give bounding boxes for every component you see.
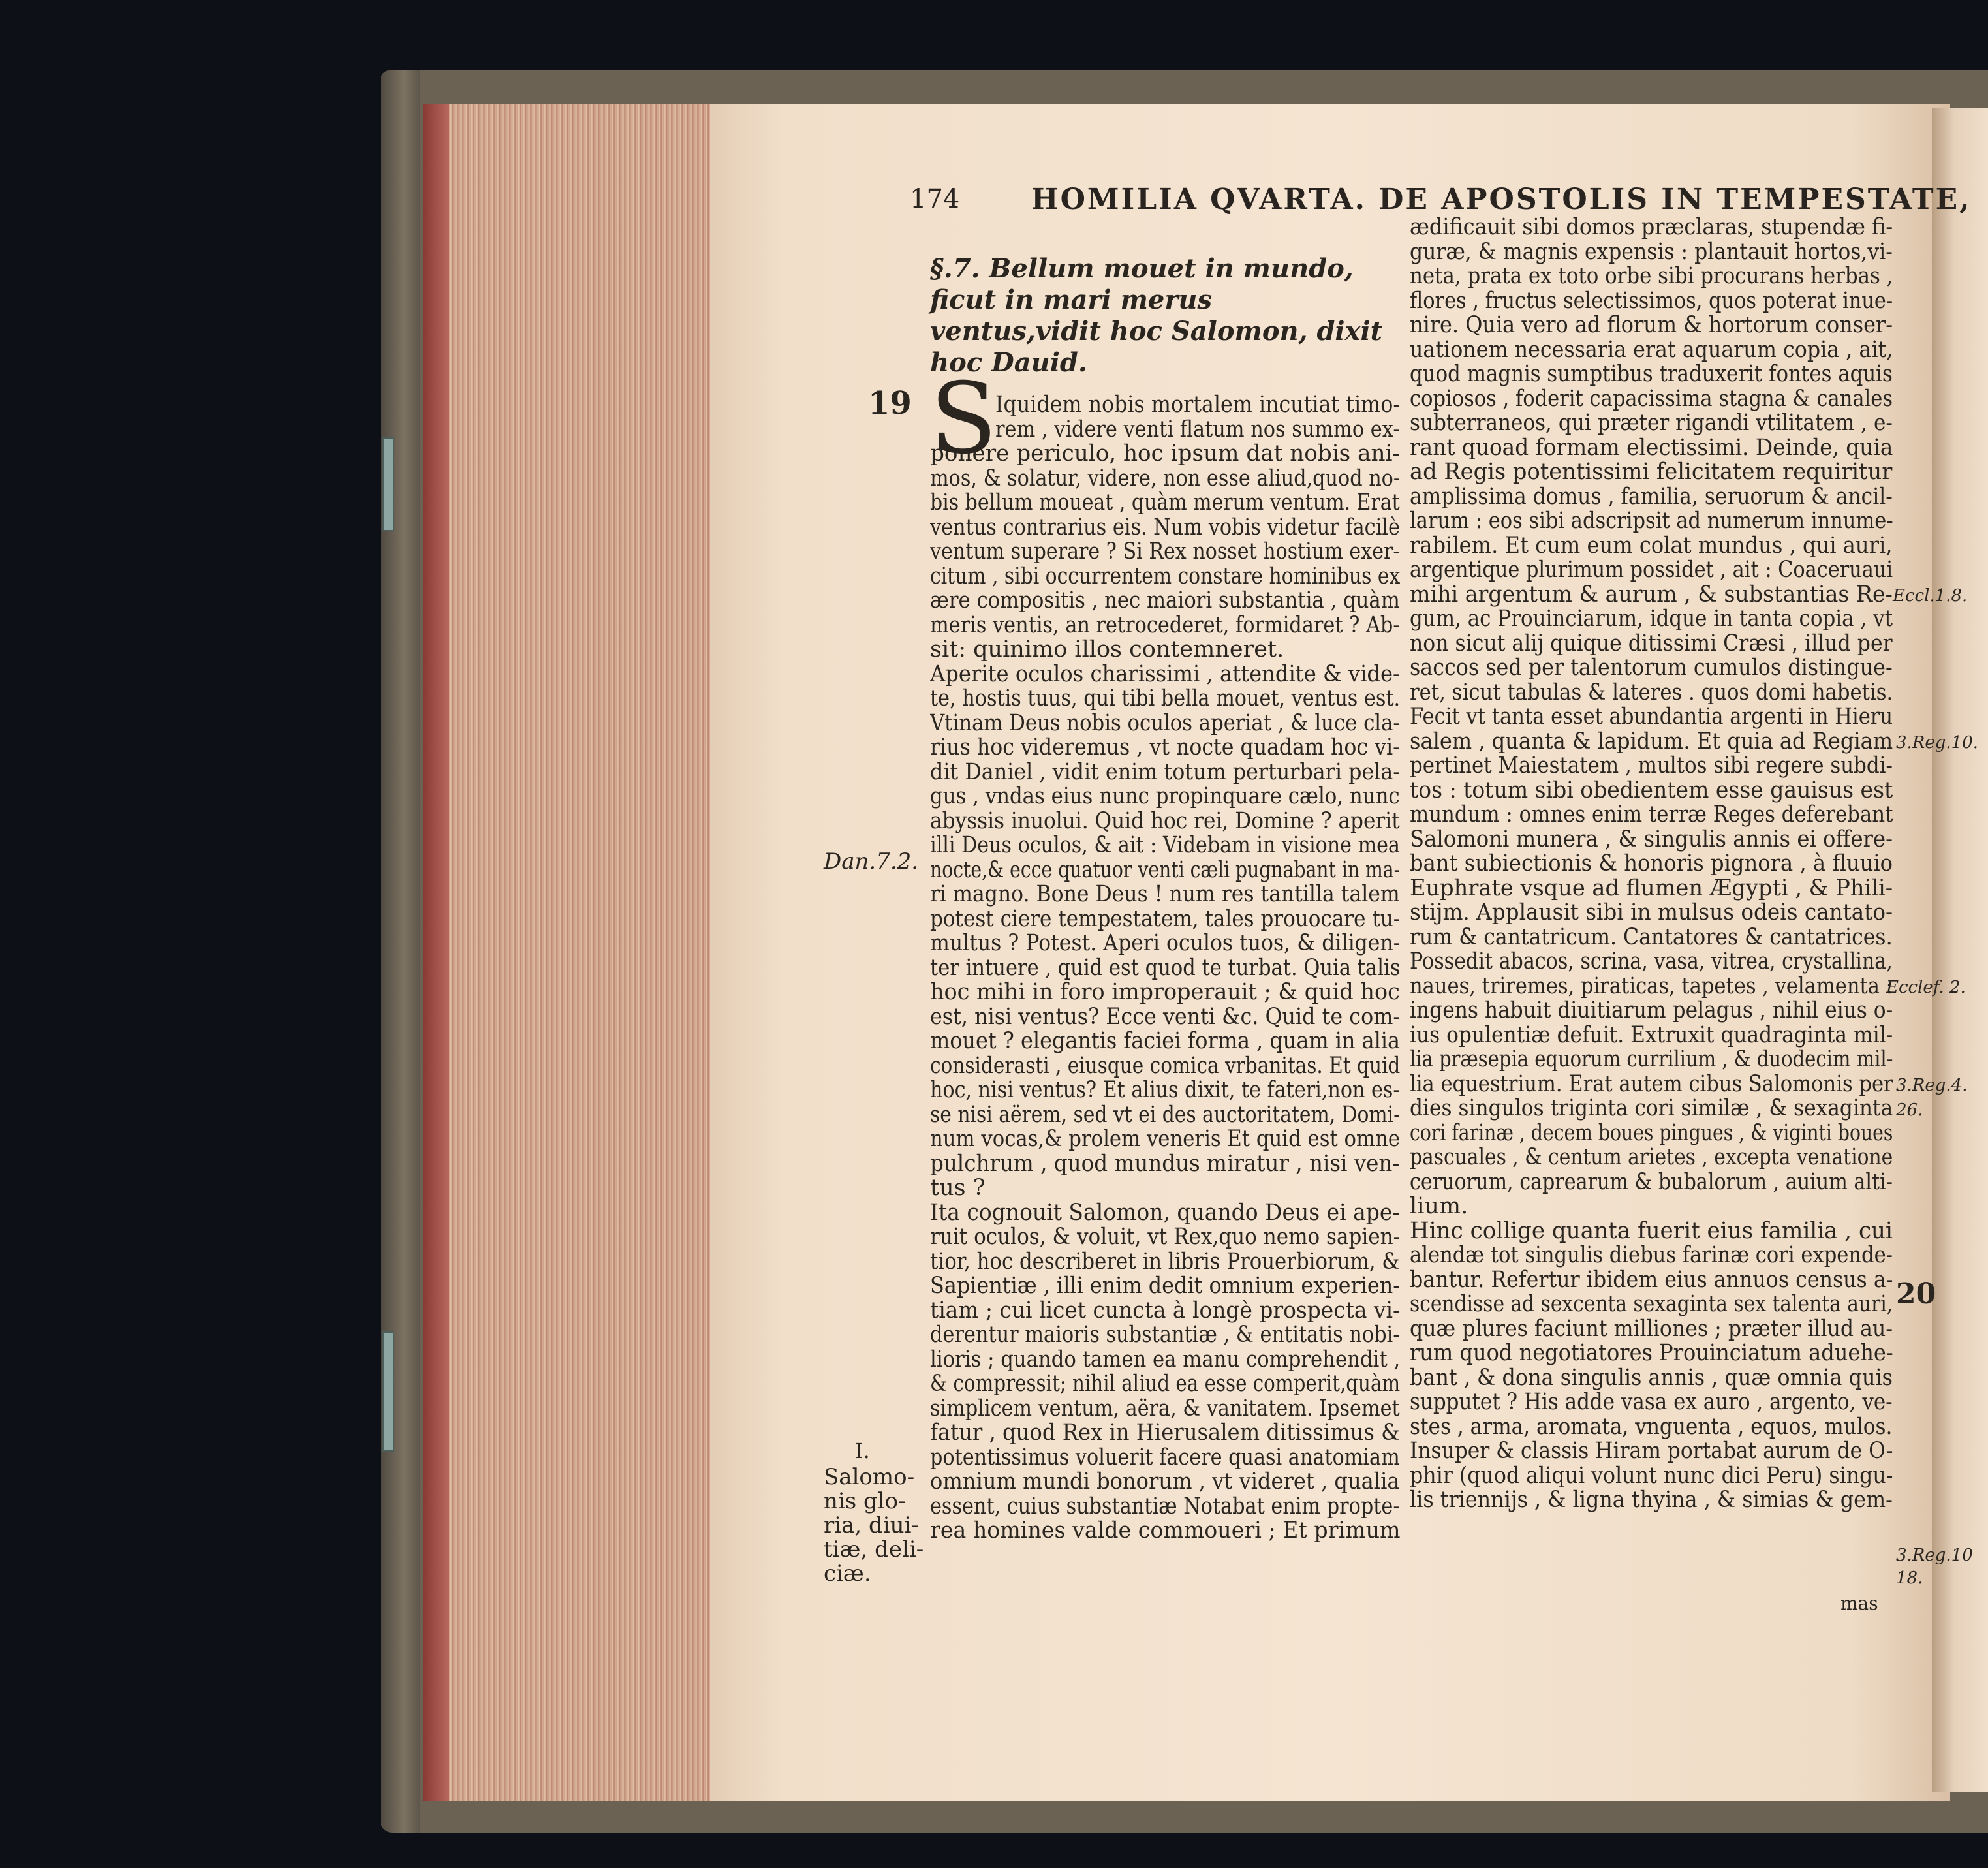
text-line: tiam ; cui licet cuncta à longè prospecta vi- <box>930 1298 1401 1323</box>
text-line: quæ plures faciunt milliones ; præter illud au- <box>1410 1316 1893 1341</box>
text-line: quod magnis sumptibus traduxerit fontes aquis <box>1410 362 1893 387</box>
text-line: num vocas,& prolem veneris Et quid est omne <box>930 1127 1401 1152</box>
text-line: derentur maioris substantiæ , & entitatis nobi- <box>930 1323 1400 1348</box>
text-line: stes , arma, aromata, vnguenta , equos, mulos. <box>1410 1414 1893 1439</box>
text-line: ruit oculos, & voluit, vt Rex,quo nemo sapien- <box>930 1225 1401 1250</box>
text-line: simplicem ventum, aëra, & vanitatem. Ipsemet <box>930 1396 1400 1421</box>
margin-number-20: 20 <box>1896 1277 1936 1311</box>
page-number: 174 <box>910 184 960 214</box>
text-line: Vtinam Deus nobis oculos aperiat , & luce cla- <box>930 711 1400 736</box>
catchword: mas <box>1840 1593 1878 1614</box>
margin-note-3reg10: 3.Reg.10. <box>1896 733 1979 753</box>
text-line: ære compositis , nec maiori substantia , quàm <box>930 589 1400 614</box>
text-line: Hinc collige quanta fuerit eius familia , cui <box>1410 1219 1893 1243</box>
text-line: saccos sed per talentorum cumulos distingue- <box>1410 656 1893 681</box>
text-line: stijm. Applausit sibi in mulsus odeis cantato- <box>1410 901 1893 926</box>
text-line: ponere periculo, hoc ipsum dat nobis ani- <box>930 442 1401 467</box>
text-line: alendæ tot singulis diebus farinæ cori expende- <box>1410 1243 1893 1268</box>
text-line: mos, & solatur, videre, non esse aliud,quod no- <box>930 466 1400 491</box>
text-line: fatur , quod Rex in Hierusalem ditissimus & <box>930 1421 1400 1446</box>
text-line: rea homines valde commoueri ; Et primum <box>930 1519 1401 1544</box>
margin-note-18: 18. <box>1896 1568 1923 1588</box>
section-number: §.7. <box>930 253 980 284</box>
text-line: Ita cognouit Salomon, quando Deus ei ape- <box>930 1200 1400 1225</box>
margin-note-line: nis glo- <box>824 1488 906 1514</box>
text-line: tior, hoc describeret in libris Prouerbiorum, & <box>930 1249 1400 1274</box>
text-line: uationem necessaria erat aquarum copia , ait, <box>1410 337 1893 362</box>
text-line: te, hostis tuus, qui tibi bella mouet, ventus est. <box>930 687 1400 711</box>
margin-note-eccl18: Eccl.1.8. <box>1893 586 1968 606</box>
drop-cap: S <box>930 362 997 476</box>
text-line: tus ? <box>930 1176 986 1201</box>
right-text-column <box>1410 215 1893 1513</box>
text-line: sit: quinimo illos contemneret. <box>930 638 1284 662</box>
text-line: bant , & dona singulis annis , quæ omnia quis <box>1410 1365 1893 1390</box>
text-line: citum , sibi occurrentem constare hominibus ex <box>930 564 1400 589</box>
text-line: ceruorum, caprearum & bubalorum , auium alti- <box>1410 1170 1893 1194</box>
margin-note-line: tiæ, deli- <box>824 1536 924 1563</box>
text-line: ter intuere , quid est quod te turbat. Quia talis <box>930 956 1401 980</box>
text-line: ventus contrarius eis. Num vobis videtur facilè <box>930 515 1400 540</box>
margin-note-I: I. <box>855 1439 870 1463</box>
text-line: naues, triremes, piraticas, tapetes , velamenta : <box>1410 974 1893 999</box>
text-line: hoc mihi in foro improperauit ; & quid hoc <box>930 980 1400 1005</box>
text-line: flores , fructus selectissimos, quos poterat inue- <box>1410 288 1893 313</box>
text-line: bis bellum moueat , quàm merum ventum. Erat <box>930 491 1400 516</box>
text-line: meris ventis, an retrocederet, formidaret ? Ab- <box>930 613 1400 638</box>
text-line: tos : totum sibi obedientem esse gauisus est <box>1410 778 1893 803</box>
text-line: multus ? Potest. Aperi oculos tuos, & diligen- <box>930 931 1400 956</box>
margin-note-salomonis <box>824 1465 924 1586</box>
text-line: cori farinæ , decem boues pingues , & viginti boues <box>1410 1121 1893 1145</box>
text-line: rius hoc videremus , vt nocte quadam hoc vi- <box>930 736 1400 760</box>
text-line: non sicut alij quique ditissimi Cræsi , illud per <box>1410 631 1893 656</box>
text-line: larum : eos sibi adscripsit ad numerum innume- <box>1410 509 1893 534</box>
text-line: supputet ? His adde vasa ex auro , argento, ve- <box>1410 1390 1893 1415</box>
text-line: ad Regis potentissimi felicitatem requiritur <box>1410 460 1893 485</box>
text-line: lis triennijs , & ligna thyina , & simias & gem- <box>1410 1488 1893 1513</box>
text-line: mundum : omnes enim terræ Reges deferebant <box>1410 803 1893 828</box>
text-line: Aperite oculos charissimi , attendite & vide- <box>930 662 1400 687</box>
text-line: Fecit vt tanta esset abundantia argenti in Hieru <box>1410 705 1893 730</box>
clasp-top <box>382 437 394 531</box>
book-spine-edge <box>381 70 420 1833</box>
text-line: lium. <box>1410 1194 1468 1219</box>
text-line: & compressit; nihil aliud ea esse comperit,quàm <box>930 1372 1400 1397</box>
text-line: ius opulentiæ defuit. Extruxit quadraginta mil- <box>1410 1023 1893 1048</box>
text-line: hoc, nisi ventus? Et alius dixit, te fateri,non es- <box>930 1078 1400 1103</box>
text-line: rabilem. Et cum eum colat mundus , qui auri, <box>1410 533 1893 558</box>
text-line: considerasti , eiusque comica vrbanitas. Et quid <box>930 1053 1400 1078</box>
text-line: ventum superare ? Si Rex nosset hostium exer- <box>930 540 1400 565</box>
clasp-bottom <box>382 1331 394 1452</box>
text-line: pulchrum , quod mundus miratur , nisi ven- <box>930 1151 1400 1176</box>
text-line: ret, sicut tabulas & lateres . quos domi habetis. <box>1410 680 1893 705</box>
left-text-column <box>995 393 1400 442</box>
text-line: rem , videre venti flatum nos summo ex- <box>995 417 1400 442</box>
margin-note-3reg10b: 3.Reg.10 <box>1896 1546 1973 1565</box>
page-block-edge <box>423 104 710 1801</box>
text-line: Salomoni munera , & singulis annis ei offere- <box>1410 827 1893 852</box>
margin-note-3reg4: 3.Reg.4. <box>1896 1076 1968 1095</box>
text-line: argentique plurimum possidet , ait : Coaceruaui <box>1410 558 1893 583</box>
text-line: potentissimus voluerit facere quasi anatomiam <box>930 1445 1400 1470</box>
text-line: dies singulos triginta cori similæ , & sexaginta <box>1410 1097 1893 1121</box>
text-line: neta, prata ex toto orbe sibi procurans herbas , <box>1410 264 1893 289</box>
text-line: mihi argentum & aurum , & substantias Re- <box>1410 582 1893 607</box>
margin-note-dan: Dan.7.2. <box>824 848 919 875</box>
text-line: essent, cuius substantiæ Notabat enim propte- <box>930 1494 1400 1519</box>
text-line: mouet ? elegantis faciei forma , quam in alia <box>930 1029 1400 1054</box>
margin-note-line: ria, diui- <box>824 1512 919 1538</box>
text-line: Possedit abacos, scrina, vasa, vitrea, crystallina, <box>1410 950 1893 974</box>
text-line: nocte,& ecce quatuor venti cæli pugnabant in ma- <box>930 858 1400 882</box>
margin-note-line: Salomo- <box>824 1464 915 1490</box>
text-line: pertinet Maiestatem , multos sibi regere subdi- <box>1410 754 1893 779</box>
text-line: gum, ac Prouinciarum, idque in tanta copia , vt <box>1410 607 1893 632</box>
margin-note-26: 26. <box>1896 1100 1923 1120</box>
text-line: subterraneos, qui præter rigandi vtilitatem , e- <box>1410 411 1893 436</box>
text-line: rum quod negotiatores Prouinciatum aduehe- <box>1410 1341 1893 1366</box>
text-line: omnium mundi bonorum , vt videret , qualia <box>930 1470 1400 1495</box>
text-line: copiosos , foderit capacissima stagna & canales <box>1410 386 1893 411</box>
text-line: est, nisi ventus? Ecce venti &c. Quid te com- <box>930 1004 1401 1029</box>
text-line: Insuper & classis Hiram portabat aurum de O- <box>1410 1439 1893 1464</box>
text-line: amplissima domus , familia, seruorum & ancil- <box>1410 484 1893 509</box>
text-line: ædificauit sibi domos præclaras, stupendæ fi- <box>1410 215 1893 240</box>
text-line: abyssis inuolui. Quid hoc rei, Domine ? aperit <box>930 809 1400 833</box>
text-line: ingens habuit diuitiarum pelagus , nihil eius o- <box>1410 999 1893 1023</box>
text-line: nire. Quia vero ad florum & hortorum conser- <box>1410 313 1893 338</box>
text-line: rum & cantatricum. Cantatores & cantatrices. <box>1410 925 1893 950</box>
right-page-edge <box>1932 108 1988 1792</box>
text-line: guræ, & magnis expensis : plantauit hortos,vi- <box>1410 240 1893 264</box>
text-line: salem , quanta & lapidum. Et quia ad Regiam <box>1410 729 1893 754</box>
text-line: Sapientiæ , illi enim dedit omnium experien- <box>930 1274 1400 1299</box>
text-line: phir (quod aliqui volunt nunc dici Peru) singu- <box>1410 1463 1893 1488</box>
text-line: rant quoad formam electissimi. Deinde, quia <box>1410 435 1893 460</box>
text-line: potest ciere tempestatem, tales prouocare tu- <box>930 907 1401 931</box>
margin-note-eccl2: Ecclef. 2. <box>1886 978 1966 997</box>
left-text-column-lower <box>930 442 1400 1544</box>
section-title: Bellum mouet in mundo, ficut in mari merus ventus,vidit hoc Salomon, dixit hoc Dauid. <box>930 253 1383 378</box>
margin-note-line: ciæ. <box>824 1561 871 1587</box>
text-line: lia præsepia equorum currilium , & duodecim mil- <box>1410 1048 1893 1072</box>
text-line: lioris ; quando tamen ea manu comprehendit , <box>930 1347 1401 1372</box>
text-line: gus , vndas eius nunc propinquare cælo, nunc <box>930 785 1400 809</box>
text-line: bantur. Refertur ibidem eius annuos census a- <box>1410 1268 1893 1292</box>
section-heading <box>930 253 1387 379</box>
text-line: pascuales , & centum arietes , excepta venatione <box>1410 1145 1893 1170</box>
text-line: bant subiectionis & honoris pignora , à fluuio <box>1410 852 1893 877</box>
text-line: lia equestrium. Erat autem cibus Salomonis per <box>1410 1072 1893 1097</box>
text-line: se nisi aërem, sed vt ei des auctoritatem, Domi- <box>930 1102 1400 1127</box>
text-line: Iquidem nobis mortalem incutiat timo- <box>995 393 1400 418</box>
margin-number-19: 19 <box>868 385 912 422</box>
text-line: illi Deus oculos, & ait : Videbam in visione mea <box>930 833 1400 858</box>
running-head: HOMILIA QVARTA. DE APOSTOLIS IN TEMPESTATE, <box>1031 183 1972 216</box>
text-line: scendisse ad sexcenta sexaginta sex talenta auri, <box>1410 1292 1893 1317</box>
text-line: Euphrate vsque ad flumen Ægypti , & Phili- <box>1410 876 1893 901</box>
text-line: dit Daniel , vidit enim totum perturbari pela- <box>930 760 1401 785</box>
text-line: ri magno. Bone Deus ! num res tantilla talem <box>930 882 1400 907</box>
page-block-dark-edge <box>423 104 449 1801</box>
